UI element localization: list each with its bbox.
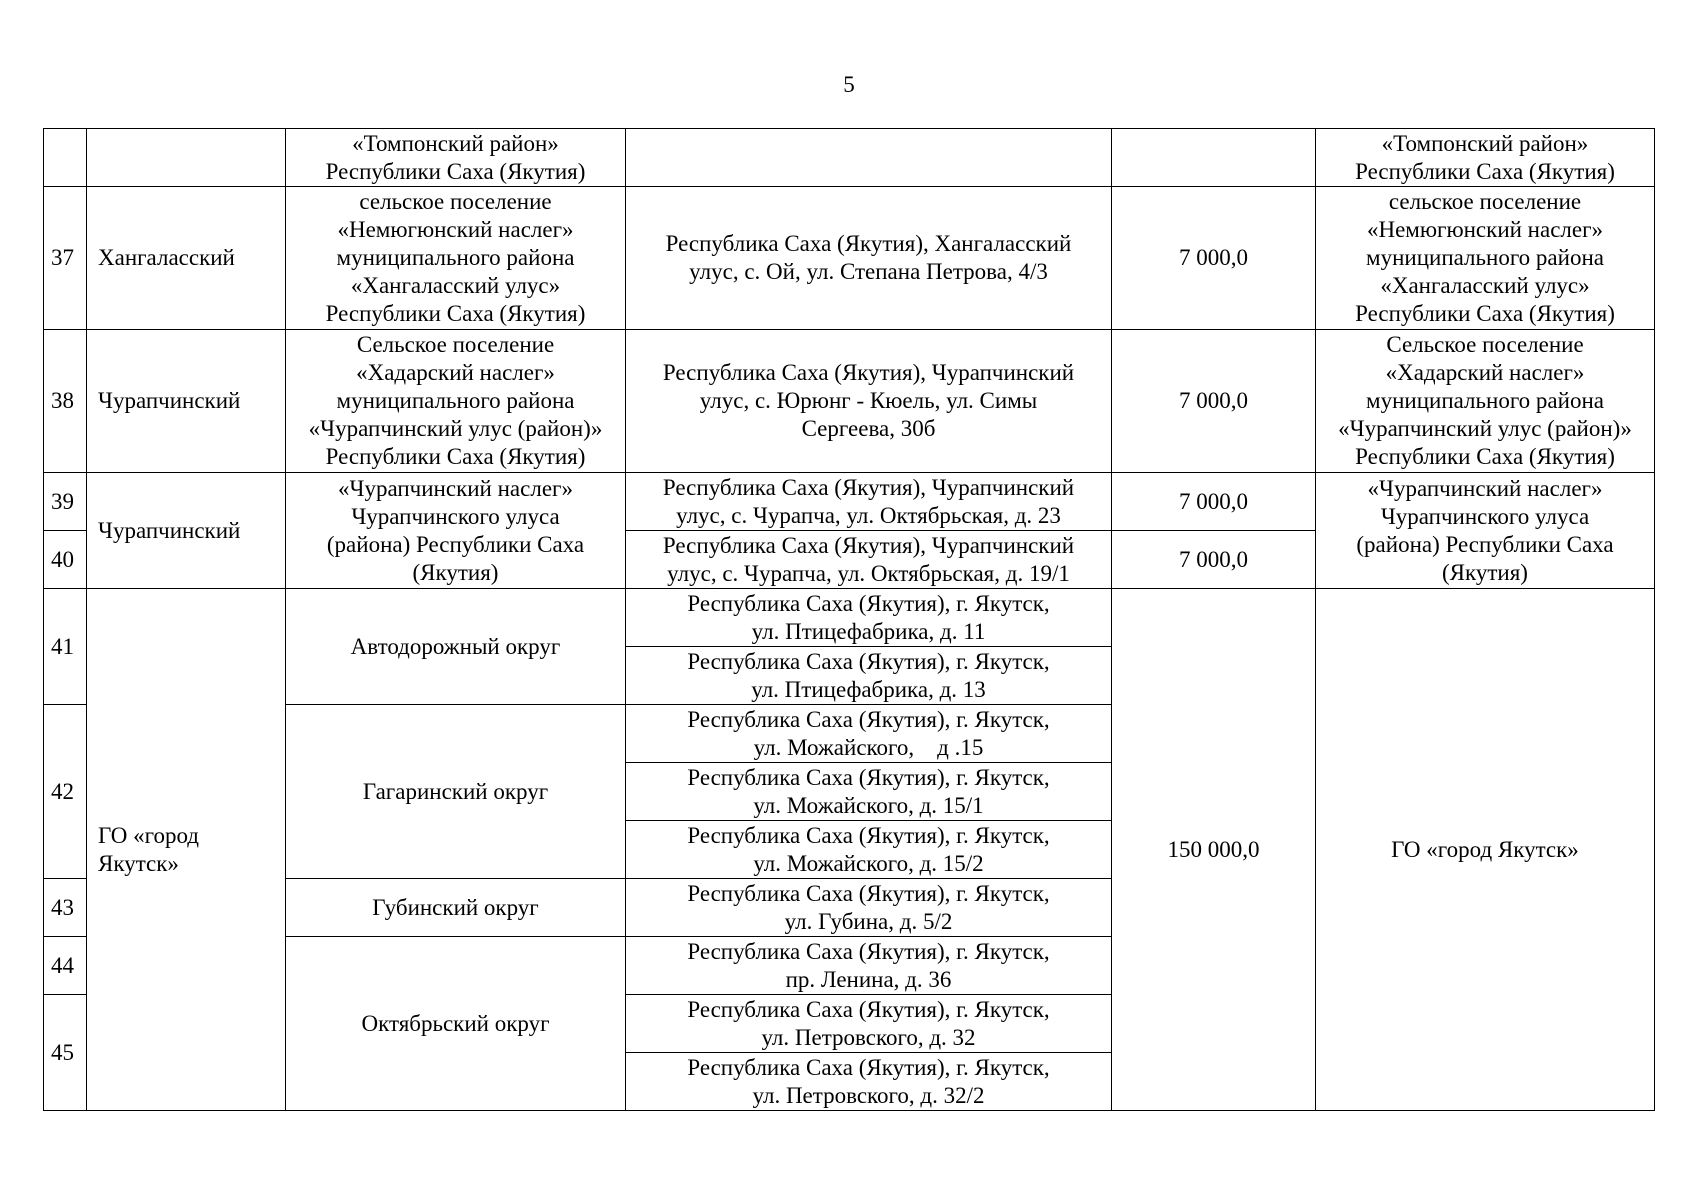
amount-cell: 7 000,0 (1112, 187, 1316, 330)
cell-line: Республика Саха (Якутия), г. Якутск, (687, 590, 1050, 616)
address-cell (626, 531, 1112, 589)
address-cell (626, 763, 1112, 821)
row-number: 42 (44, 705, 87, 879)
cell-line: «Чурапчинский наслег» (338, 475, 573, 501)
cell-line: ул. Можайского, д. 15/1 (753, 792, 984, 818)
recipient-cell: ГО «город Якутск» (1316, 589, 1655, 1111)
cell-line: Якутск» (98, 850, 179, 876)
table-row (44, 187, 1655, 330)
amount-cell: 150 000,0 (1112, 589, 1316, 1111)
cell-line: муниципального района (336, 388, 575, 413)
cell-line: Сергеева, 30б (801, 416, 936, 441)
address-cell (626, 473, 1112, 531)
okrug-cell: Гагаринский округ (286, 705, 626, 879)
cell-line: ул. Губина, д. 5/2 (784, 908, 953, 934)
cell-line: Республики Саха (Якутия) (325, 158, 586, 184)
cell-line: улус, с. Чурапча, ул. Октябрьская, д. 19/1 (667, 560, 1070, 586)
cell-line: муниципального района (1366, 388, 1604, 413)
cell-line: улус, с. Чурапча, ул. Октябрьская, д. 23 (676, 502, 1061, 528)
address-cell (626, 129, 1112, 187)
cell-line: «Немюгюнский наслег» (1366, 217, 1604, 242)
okrug-cell: Автодорожный округ (286, 589, 626, 705)
cell-line: (Якутия) (412, 559, 499, 585)
row-number: 40 (44, 531, 87, 589)
cell-line: Сельское поселение (1386, 332, 1584, 357)
cell-line: Республика Саха (Якутия), г. Якутск, (687, 822, 1050, 848)
cell-line: сельское поселение (1388, 189, 1582, 214)
row-number: 38 (44, 330, 87, 473)
cell-line: улус, с. Ой, ул. Степана Петрова, 4/3 (689, 259, 1048, 284)
address-cell (626, 821, 1112, 879)
cell-line: пр. Ленина, д. 36 (785, 966, 952, 992)
district-cell: Чурапчинский (87, 473, 286, 589)
data-table (43, 128, 1655, 1111)
entity-cell (286, 129, 626, 187)
amount-cell (1112, 129, 1316, 187)
cell-line: «Чурапчинский улус (район)» (308, 416, 603, 441)
table-row (44, 473, 1655, 531)
num-cell (44, 129, 87, 187)
cell-line: ул. Птицефабрика, д. 11 (751, 618, 986, 644)
cell-line: (района) Республики Саха (326, 531, 585, 557)
cell-line: Республика Саха (Якутия), Чурапчинский (662, 360, 1075, 385)
recipient-cell (1316, 330, 1655, 473)
cell-line: Чурапчинского улуса (1380, 503, 1590, 529)
row-number: 37 (44, 187, 87, 330)
cell-line: «Томпонский район» (1381, 130, 1589, 156)
cell-line: Республики Саха (Якутия) (1355, 444, 1615, 469)
cell-line: «Хангаласский улус» (1380, 273, 1590, 298)
amount-cell: 7 000,0 (1112, 531, 1316, 589)
district-cell (87, 129, 286, 187)
okrug-cell: Губинский округ (286, 879, 626, 937)
cell-line: ул. Петровского, д. 32/2 (752, 1082, 985, 1108)
cell-line: муниципального района (1366, 245, 1604, 270)
cell-line: «Хадарский наслег» (1385, 360, 1585, 385)
cell-line: Республика Саха (Якутия), г. Якутск, (687, 1054, 1050, 1080)
district-cell: Хангаласский (87, 187, 286, 330)
recipient-cell (1316, 473, 1655, 589)
address-cell (626, 879, 1112, 937)
cell-line: «Чурапчинский улус (район)» (1338, 416, 1632, 441)
recipient-cell (1316, 129, 1655, 187)
cell-line: Республики Саха (Якутия) (325, 301, 586, 326)
amount-cell: 7 000,0 (1112, 330, 1316, 473)
cell-line: «Томпонский район» (352, 130, 559, 156)
cell-line: «Хангаласский улус» (350, 273, 561, 298)
cell-line: Чурапчинского улуса (351, 503, 560, 529)
cell-line: Республика Саха (Якутия), г. Якутск, (687, 880, 1050, 906)
okrug-cell: Октябрьский округ (286, 937, 626, 1111)
entity-cell (286, 473, 626, 589)
cell-line: сельское поселение (359, 189, 552, 214)
district-cell (87, 589, 286, 1111)
table-row (44, 589, 1655, 647)
table-row (44, 129, 1655, 187)
row-number: 44 (44, 937, 87, 995)
cell-line: улус, с. Юрюнг - Кюель, ул. Симы (699, 388, 1038, 413)
row-number: 43 (44, 879, 87, 937)
recipient-cell (1316, 187, 1655, 330)
address-cell (626, 187, 1112, 330)
cell-line: Республика Саха (Якутия), г. Якутск, (687, 764, 1050, 790)
cell-line: Республика Саха (Якутия), г. Якутск, (687, 996, 1050, 1022)
cell-line: ГО «город (98, 822, 199, 848)
cell-line: «Чурапчинский наслег» (1367, 475, 1603, 501)
cell-line: Республика Саха (Якутия), Чурапчинский (662, 474, 1075, 500)
address-cell (626, 1053, 1112, 1111)
address-cell (626, 330, 1112, 473)
address-cell (626, 995, 1112, 1053)
cell-line: ул. Петровского, д. 32 (761, 1024, 976, 1050)
row-number: 45 (44, 995, 87, 1111)
cell-line: Республики Саха (Якутия) (1355, 301, 1615, 326)
row-number: 41 (44, 589, 87, 705)
cell-line: Республика Саха (Якутия), г. Якутск, (687, 706, 1050, 732)
address-cell (626, 589, 1112, 647)
cell-line: (Якутия) (1442, 559, 1528, 585)
cell-line: ул. Можайского, д .15 (753, 734, 984, 760)
row-number: 39 (44, 473, 87, 531)
address-cell (626, 937, 1112, 995)
cell-line: Республика Саха (Якутия), г. Якутск, (687, 648, 1050, 674)
cell-line: ул. Можайского, д. 15/2 (753, 850, 984, 876)
entity-cell (286, 330, 626, 473)
table-row (44, 330, 1655, 473)
cell-line: «Хадарский наслег» (356, 360, 555, 385)
cell-line: Республика Саха (Якутия), г. Якутск, (687, 938, 1050, 964)
cell-line: муниципального района (336, 245, 575, 270)
cell-line: «Немюгюнский наслег» (337, 217, 574, 242)
district-cell: Чурапчинский (87, 330, 286, 473)
cell-line: (района) Республики Саха (1356, 531, 1614, 557)
cell-line: Сельское поселение (356, 332, 555, 357)
page-number: 5 (843, 72, 855, 97)
amount-cell: 7 000,0 (1112, 473, 1316, 531)
address-cell (626, 647, 1112, 705)
cell-line: Республика Саха (Якутия), Хангаласский (665, 231, 1072, 256)
cell-line: Республика Саха (Якутия), Чурапчинский (662, 532, 1075, 558)
cell-line: ул. Птицефабрика, д. 13 (751, 676, 986, 702)
entity-cell (286, 187, 626, 330)
cell-line: Республики Саха (Якутия) (1355, 158, 1615, 184)
cell-line: Республики Саха (Якутия) (325, 444, 586, 469)
address-cell (626, 705, 1112, 763)
